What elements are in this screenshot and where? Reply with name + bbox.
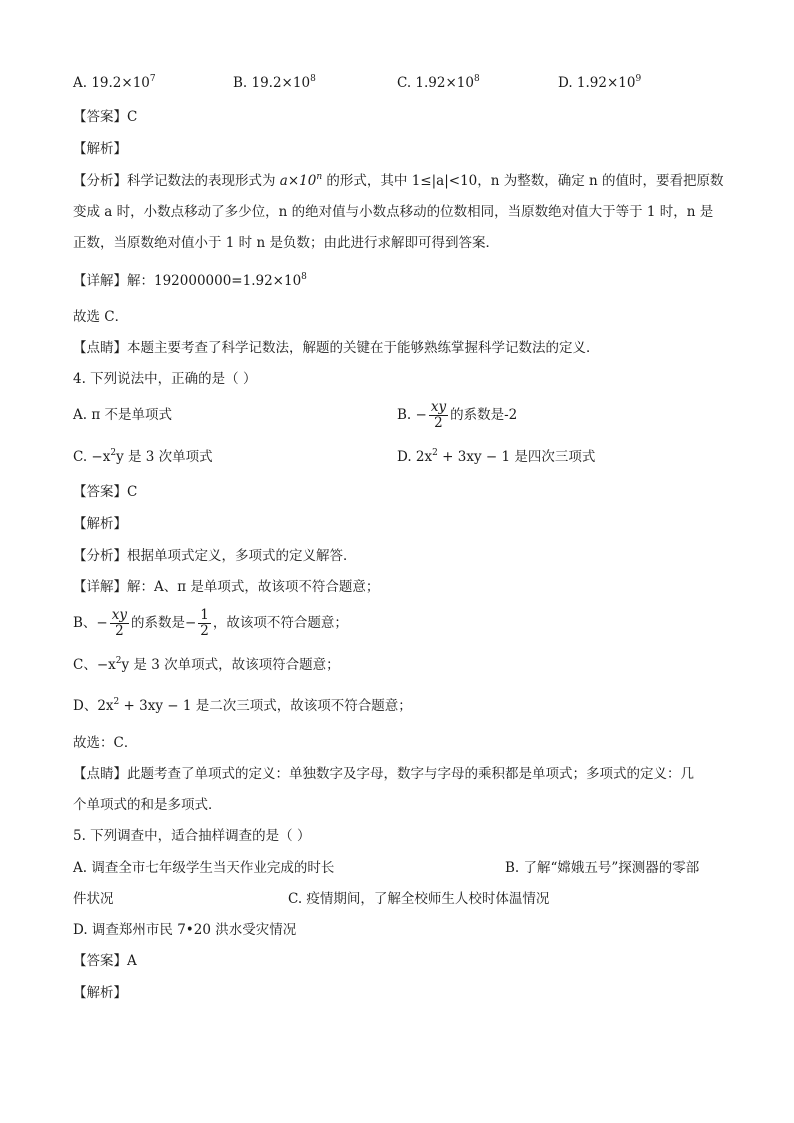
q3-fenxi-line3: 正数，当原数绝对值小于 1 时 n 是负数；由此进行求解即可得到答案． [73, 235, 499, 251]
q3-choose: 故选 C． [73, 309, 129, 325]
q3-answer: 【答案】C [73, 109, 138, 125]
q5-stem: 5. 下列调查中，适合抽样调查的是（ ） [73, 828, 311, 844]
q4-detail-b: B、− $\frac{xy}{2}$ 的系数是− $\frac{1}{2}$ ，故该项不符合题意； [73, 607, 348, 639]
q3-option-c: C. $1.92\times 10^8$ [397, 74, 480, 91]
q5-option-a: A. 调查全市七年级学生当天作业完成的时长 [73, 860, 335, 876]
q4-option-d: D. $2x^2 + 3xy - 1$ 是四次三项式 [397, 448, 596, 465]
fraction: $\frac{xy}{2}$ [111, 607, 127, 639]
q4-choose: 故选：C． [73, 735, 138, 751]
q3-detail: 【详解】解：$192000000=1.92\times 10^8$ [73, 272, 307, 289]
q5-option-b: B. 了解“嫦娥五号”探测器的零部 [505, 860, 700, 876]
q3-option-b: B. $19.2\times 10^8$ [233, 74, 316, 91]
q4-dianjing-line1: 【点睛】此题考查了单项式的定义：单独数字及字母，数字与字母的乘积都是单项式；多项式的定义：几 [73, 766, 694, 782]
q3-option-a: A. $19.2\times 10^7$ [73, 74, 156, 91]
q4-detail-c: C、$-x^2y$ 是 3 次单项式，故该项符合题意； [73, 656, 340, 673]
q5-analysis-heading: 【解析】 [73, 985, 127, 1001]
q5-answer: 【答案】A [73, 953, 137, 969]
q4-option-c: C. $-x^2y$ 是 3 次单项式 [73, 448, 213, 465]
q3-analysis-heading: 【解析】 [73, 141, 127, 157]
q4-dianjing-line2: 个单项式的和是多项式． [73, 797, 222, 813]
q4-analysis-heading: 【解析】 [73, 516, 127, 532]
q4-answer: 【答案】C [73, 484, 138, 500]
q4-option-b: B. − $\frac{xy}{2}$ 的系数是-2 [397, 399, 518, 431]
q3-fenxi-line2: 变成 a 时，小数点移动了多少位，n 的绝对值与小数点移动的位数相同，当原数绝对值大于等于 1 时，n 是 [73, 204, 714, 220]
fraction: $\frac{1}{2}$ [200, 607, 209, 639]
q4-detail: 【详解】解：A、π 是单项式，故该项不符合题意； [73, 579, 380, 595]
fraction: $\frac{xy}{2}$ [430, 399, 447, 431]
q4-option-a: A. π 不是单项式 [73, 407, 172, 423]
q3-option-d: D. $1.92\times 10^9$ [558, 74, 642, 91]
q5-option-b-cont: 件状况 [73, 891, 114, 907]
q3-fenxi-line1: 【分析】科学记数法的表现形式为 $a\times 10^n$ 的形式，其中 1≤|a|<10，n 为整数，确定 n 的值时，要看把原数 [73, 172, 724, 189]
q4-detail-d: D、$2x^2 + 3xy - 1$ 是二次三项式，故该项不符合题意； [73, 697, 412, 714]
q5-option-c: C. 疫情期间，了解全校师生人校时体温情况 [288, 891, 550, 907]
q5-option-d: D. 调查郑州市民 7•20 洪水受灾情况 [73, 922, 297, 938]
q4-stem: 4. 下列说法中，正确的是（ ） [73, 371, 257, 387]
q4-fenxi: 【分析】根据单项式定义，多项式的定义解答． [73, 548, 357, 564]
q3-dianjing: 【点睛】本题主要考查了科学记数法，解题的关键在于能够熟练掌握科学记数法的定义． [73, 340, 600, 356]
